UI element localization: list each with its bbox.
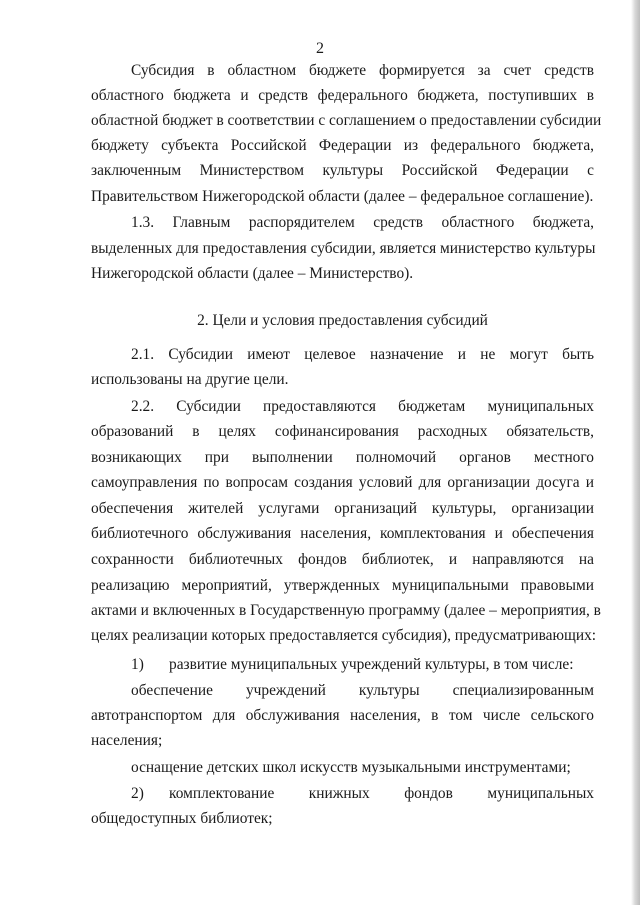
text-line: населения;: [91, 732, 163, 749]
text-line: выделенных для предоставления субсидии, является министерство культуры: [91, 240, 596, 257]
section-heading: 2. Цели и условия предоставления субсидий: [197, 312, 488, 329]
list-item-text: развитие муниципальных учреждений культуры, в том числе:: [169, 656, 574, 673]
text-line: 2.2. Субсидии предоставляются бюджетам муниципальных: [131, 398, 594, 415]
text-line: возникающих при выполнении полномочий органов местного: [91, 449, 594, 466]
text-line: областной бюджет в соответствии с соглашением о предоставлении субсидии: [91, 112, 602, 129]
text-line: Нижегородской области (далее – Министерство).: [91, 265, 414, 282]
page-number: 2: [316, 40, 324, 57]
text-line: 1.3. Главным распорядителем средств областного бюджета,: [131, 214, 594, 231]
list-marker: 2): [131, 785, 144, 802]
text-line: Субсидия в областном бюджете формируется за счет средств: [131, 62, 594, 79]
list-item: [131, 656, 594, 674]
list-item: [131, 785, 594, 803]
text-line: Правительством Нижегородской области (далее – федеральное соглашение).: [91, 188, 594, 205]
text-line: образований в целях софинансирования расходных обязательств,: [91, 423, 594, 440]
text-line: использованы на другие цели.: [91, 371, 289, 388]
text-line: автотранспортом для обслуживания населения, в том числе сельского: [91, 707, 594, 724]
text-line: оснащение детских школ искусств музыкальными инструментами;: [131, 759, 571, 776]
text-line: актами и включенных в Государственную программу (далее – мероприятия, в: [91, 602, 601, 619]
text-line: бюджету субъекта Российской Федерации из федерального бюджета,: [91, 137, 594, 154]
text-line: областного бюджета и средств федерального бюджета, поступивших в: [91, 87, 594, 104]
text-line: библиотечного обслуживания населения, комплектования и обеспечения: [91, 525, 594, 542]
text-line: обеспечение учреждений культуры специализированным: [131, 682, 594, 699]
text-line: обеспечения жителей услугами организаций культуры, организации: [91, 500, 594, 517]
text-line: общедоступных библиотек;: [91, 810, 273, 827]
page-edge-shadow: [631, 0, 640, 905]
text-line: целях реализации которых предоставляется субсидия), предусматривающих:: [91, 627, 597, 644]
text-line: самоуправления по вопросам создания условий для организации досуга и: [91, 474, 594, 491]
text-line: заключенным Министерством культуры Российской Федерации с: [91, 162, 594, 179]
text-line: сохранности библиотечных фондов библиотек, и направляются на: [91, 551, 594, 568]
text-line: 2.1. Субсидии имеют целевое назначение и не могут быть: [131, 346, 594, 363]
text-line: реализацию мероприятий, утвержденных муниципальными правовыми: [91, 577, 594, 594]
list-item-text: комплектование книжных фондов муниципальных: [169, 785, 594, 802]
list-marker: 1): [131, 656, 144, 673]
